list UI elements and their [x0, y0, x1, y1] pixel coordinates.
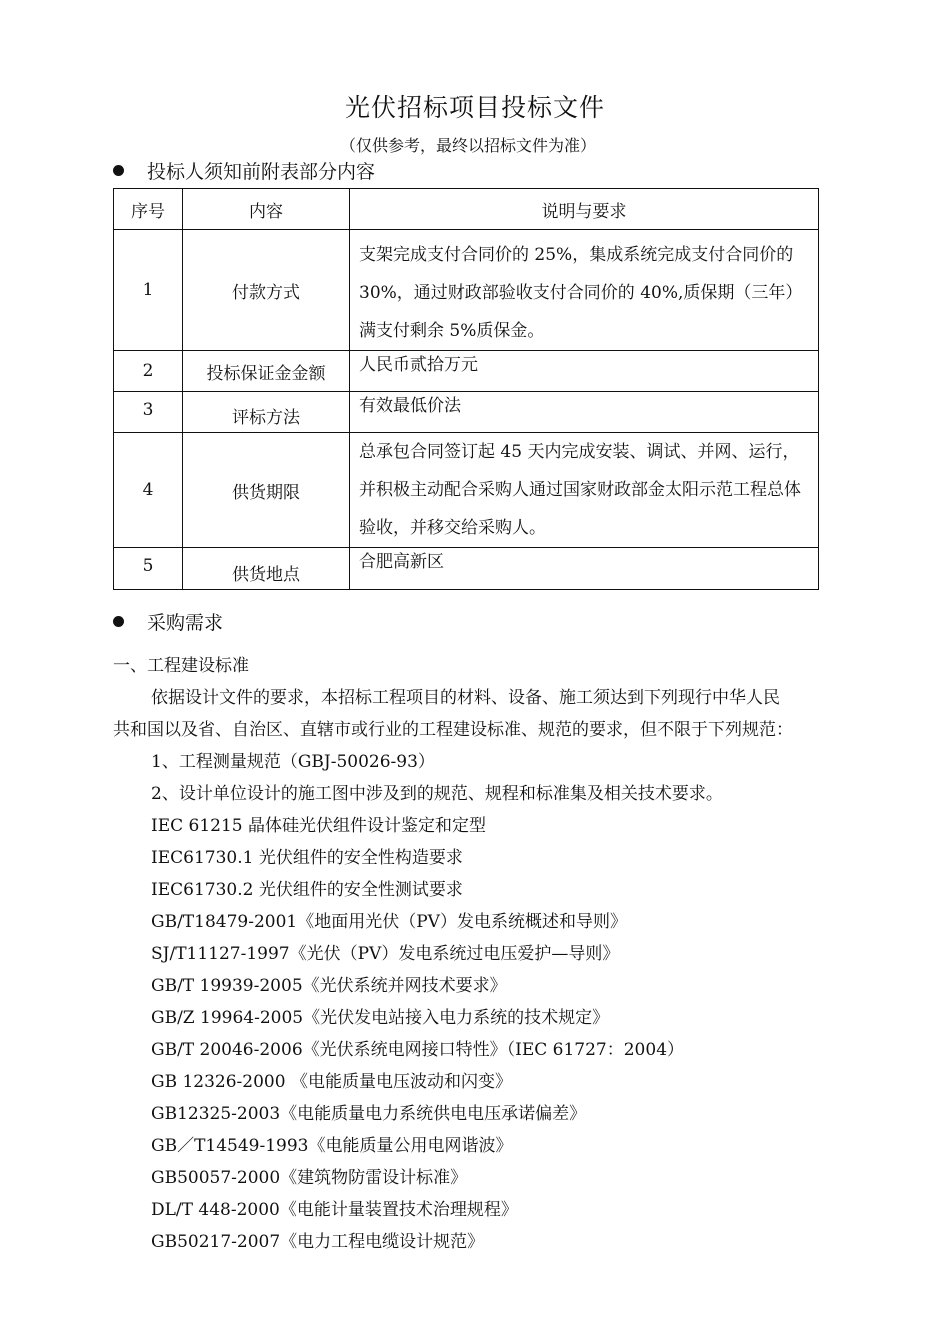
- row-item: 付款方式: [183, 230, 350, 351]
- bullet-icon: [113, 165, 124, 176]
- list-item: SJ/T11127-1997《光伏（PV）发电系统过电压爱护—导则》: [151, 944, 620, 964]
- row-no: 2: [114, 351, 183, 392]
- list-item: 1、工程测量规范（GBJ-50026-93）: [151, 752, 435, 772]
- list-item: GB 12326-2000 《电能质量电压波动和闪变》: [151, 1072, 512, 1092]
- list-item: 2、设计单位设计的施工图中涉及到的规范、规程和标准集及相关技术要求。: [151, 784, 723, 804]
- list-item: GB/T 19939-2005《光伏系统并网技术要求》: [151, 976, 507, 996]
- intro-paragraph-line: 共和国以及省、自治区、直辖市或行业的工程建设标准、规范的要求，但不限于下列规范：: [113, 720, 793, 740]
- table-row: [114, 433, 819, 548]
- row-desc: 人民币贰拾万元: [350, 351, 819, 392]
- list-item: GB/T 20046-2006《光伏系统电网接口特性》（IEC 61727：2004）: [151, 1040, 685, 1060]
- row-desc: 合肥高新区: [350, 548, 819, 590]
- table-row: [114, 548, 819, 590]
- list-item: GB/Z 19964-2005《光伏发电站接入电力系统的技术规定》: [151, 1008, 610, 1028]
- list-item: IEC 61215 晶体硅光伏组件设计鉴定和定型: [151, 816, 487, 836]
- row-item: 评标方法: [183, 392, 350, 433]
- bullet-icon: [113, 616, 124, 627]
- section-heading-text: 采购需求: [147, 612, 224, 634]
- row-no: 1: [114, 230, 183, 351]
- list-item: GB50217-2007《电力工程电缆设计规范》: [151, 1232, 485, 1252]
- section-heading-procurement: [113, 608, 223, 635]
- list-item: GB12325-2003《电能质量电力系统供电电压承诺偏差》: [151, 1104, 587, 1124]
- list-item: GB／T14549-1993《电能质量公用电网谐波》: [151, 1136, 513, 1156]
- list-item: GB/T18479-2001《地面用光伏（PV）发电系统概述和导则》: [151, 912, 627, 932]
- header-no: 序号: [114, 189, 183, 230]
- list-item: IEC61730.1 光伏组件的安全性构造要求: [151, 848, 463, 868]
- intro-paragraph-line: 依据设计文件的要求，本招标工程项目的材料、设备、施工须达到下列现行中华人民: [151, 688, 780, 708]
- table-row: [114, 351, 819, 392]
- row-no: 5: [114, 548, 183, 590]
- document-title: 光伏招标项目投标文件: [344, 93, 605, 122]
- row-item: 供货地点: [183, 548, 350, 590]
- document-subtitle: （仅供参考，最终以招标文件为准）: [340, 136, 597, 155]
- section-heading-text: 投标人须知前附表部分内容: [147, 161, 376, 183]
- bidder-notice-table: [113, 188, 819, 590]
- table-row: [114, 392, 819, 433]
- row-no: 3: [114, 392, 183, 433]
- list-item: GB50057-2000《建筑物防雷设计标准》: [151, 1168, 468, 1188]
- row-desc: 总承包合同签订起 45 天内完成安装、调试、并网、运行，并积极主动配合采购人通过国家财政部金太阳示范工程总体验收，并移交给采购人。: [350, 433, 819, 548]
- table-row: [114, 230, 819, 351]
- row-desc: 支架完成支付合同价的 25%，集成系统完成支付合同价的 30%，通过财政部验收支付合同价的 40%,质保期（三年）满支付剩余 5%质保金。: [350, 230, 819, 351]
- row-desc: 有效最低价法: [350, 392, 819, 433]
- header-item: 内容: [183, 189, 350, 230]
- header-desc: 说明与要求: [350, 189, 819, 230]
- table-header-row: [114, 189, 819, 230]
- row-item: 供货期限: [183, 433, 350, 548]
- subheading: 一、工程建设标准: [113, 656, 249, 676]
- row-no: 4: [114, 433, 183, 548]
- row-item: 投标保证金金额: [183, 351, 350, 392]
- list-item: DL/T 448-2000《电能计量装置技术治理规程》: [151, 1200, 518, 1220]
- list-item: IEC61730.2 光伏组件的安全性测试要求: [151, 880, 463, 900]
- section-heading-bidder-notice: [113, 157, 375, 184]
